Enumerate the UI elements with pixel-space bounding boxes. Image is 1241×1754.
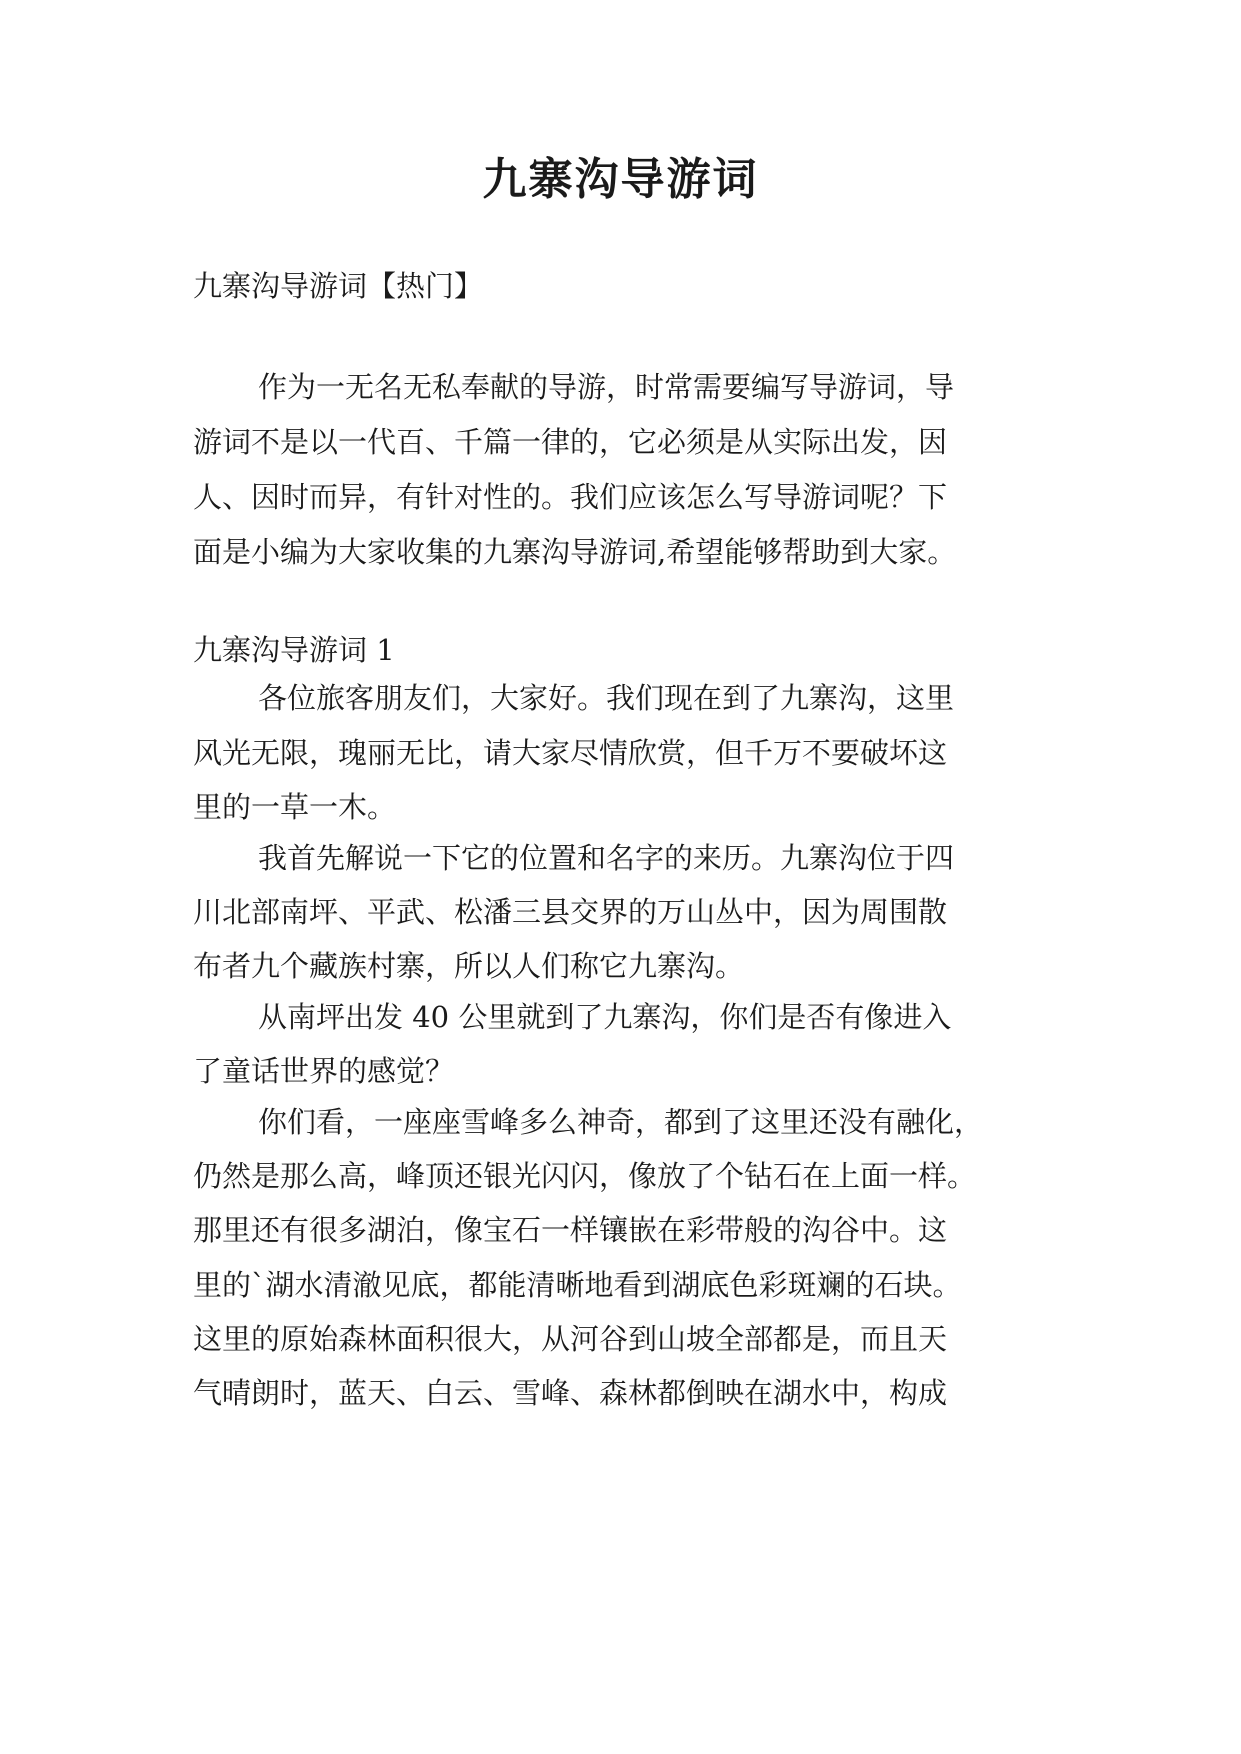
paragraph-line: 了童话世界的感觉？: [193, 1054, 455, 1088]
paragraph-line: 你们看，一座座雪峰多么神奇，都到了这里还没有融化，: [258, 1105, 984, 1139]
intro-line: 面是小编为大家收集的九寨沟导游词,希望能够帮助到大家。: [193, 535, 957, 569]
intro-line: 游词不是以一代百、千篇一律的，它必须是从实际出发，因: [193, 425, 948, 459]
intro-line: 人、因时而异，有针对性的。我们应该怎么写导游词呢？下: [193, 480, 948, 514]
paragraph-line: 那里还有很多湖泊，像宝石一样镶嵌在彩带般的沟谷中。这: [193, 1213, 948, 1247]
paragraph-line: 我首先解说一下它的位置和名字的来历。九寨沟位于四: [258, 841, 955, 875]
document-subtitle: 九寨沟导游词【热门】: [193, 269, 484, 303]
paragraph-line: 从南坪出发 40 公里就到了九寨沟，你们是否有像进入: [258, 1000, 952, 1034]
paragraph-line: 里的一草一木。: [193, 790, 397, 824]
paragraph-line: 布者九个藏族村寨，所以人们称它九寨沟。: [193, 949, 745, 983]
paragraph-line: 这里的原始森林面积很大，从河谷到山坡全部都是，而且天: [193, 1322, 948, 1356]
paragraph-line: 各位旅客朋友们，大家好。我们现在到了九寨沟，这里: [258, 681, 955, 715]
paragraph-line: 仍然是那么高，峰顶还银光闪闪，像放了个钻石在上面一样。: [193, 1159, 977, 1193]
paragraph-line: 气晴朗时，蓝天、白云、雪峰、森林都倒映在湖水中，构成: [193, 1376, 948, 1410]
paragraph-line: 风光无限，瑰丽无比，请大家尽情欣赏，但千万不要破坏这: [193, 736, 948, 770]
document-title: 九寨沟导游词: [482, 154, 759, 205]
intro-line: 作为一无名无私奉献的导游，时常需要编写导游词，导: [258, 370, 955, 404]
paragraph-line: 里的`湖水清澈见底，都能清晰地看到湖底色彩斑斓的石块。: [193, 1268, 962, 1302]
section-heading: 九寨沟导游词 1: [193, 633, 395, 667]
paragraph-line: 川北部南坪、平武、松潘三县交界的万山丛中，因为周围散: [193, 895, 948, 929]
